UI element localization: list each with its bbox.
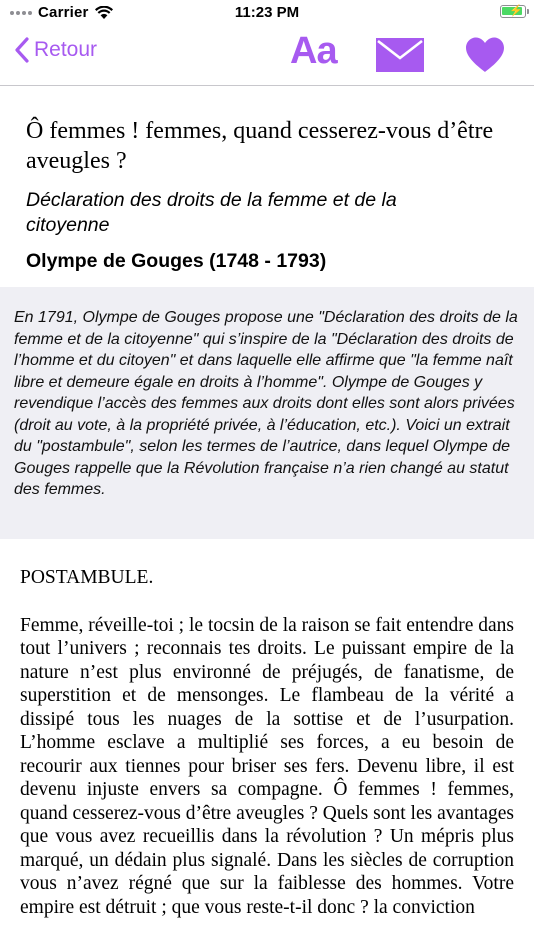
section-heading: POSTAMBULE. xyxy=(20,567,154,588)
charging-bolt-icon: ⚡ xyxy=(509,5,523,17)
back-label: Retour xyxy=(34,38,98,61)
status-bar xyxy=(0,0,534,26)
carrier-label: Carrier xyxy=(38,4,89,21)
article-title: Ô femmes ! femmes, quand cesserez-vous d’être aveugles ? xyxy=(26,118,494,174)
mail-button[interactable] xyxy=(376,38,424,77)
battery-icon xyxy=(500,5,526,18)
article-author: Olympe de Gouges (1748 - 1793) xyxy=(26,250,327,272)
favorite-button[interactable] xyxy=(464,36,506,79)
intro-text: En 1791, Olympe de Gouges propose une "Déclaration des droits de la femme et de la citoyenne" qui s’inspire de la "Déclaration des droits de l’homme et du citoyen" et dans laquelle elle affirme que "la femme naît libre et demeure égale en droits à l’homme". Olympe de Gouges y revendique l’accès des femmes aux droits dont elles sont alors privées (droit au vote, à la propriété privée, à l’éducation, etc.). Voici un extrait du "postambule", selon les termes de l’autrice, dans lequel Olympe de Gouges rappelle que la Révolution française n’a rien changé au statut des femmes. xyxy=(14,309,518,498)
heart-icon xyxy=(464,36,506,74)
article-header xyxy=(0,86,534,286)
back-button[interactable] xyxy=(14,36,97,64)
mail-icon xyxy=(376,38,424,72)
navigation-bar xyxy=(0,26,534,86)
body-paragraph: Femme, réveille-toi ; le tocsin de la raison se fait entendre dans tout l’univers ; reconnais tes droits. Le puissant empire de la nature n’est plus environné de préjugés, de fanatisme, de superstition et de mensonges. Le flambeau de la vérité a dissipé tous les nuages de la sottise et de l’usurpation. L’homme esclave a multiplié ses forces, a eu besoin de recourir aux tiennes pour briser ses fers. Devenu libre, il est devenu injuste envers sa compagne. Ô femmes ! femmes, quand cesserez-vous d’être aveugles ? Quels sont les avantages que vous avez recueillis dans la révolution ? Un mépris plus marqué, un dédain plus signalé. Dans les siècles de corruption vous n’avez régné que sur la faiblesse des hommes. Votre empire est détruit ; que vous reste-t-il donc ? la conviction xyxy=(20,614,514,918)
status-time: 11:23 PM xyxy=(234,4,300,21)
font-size-icon[interactable]: Aa xyxy=(290,30,337,72)
intro-box xyxy=(0,287,534,539)
chevron-left-icon xyxy=(14,36,30,64)
article-subtitle: Déclaration des droits de la femme et de la citoyenne xyxy=(26,189,397,236)
article-body xyxy=(20,566,514,919)
